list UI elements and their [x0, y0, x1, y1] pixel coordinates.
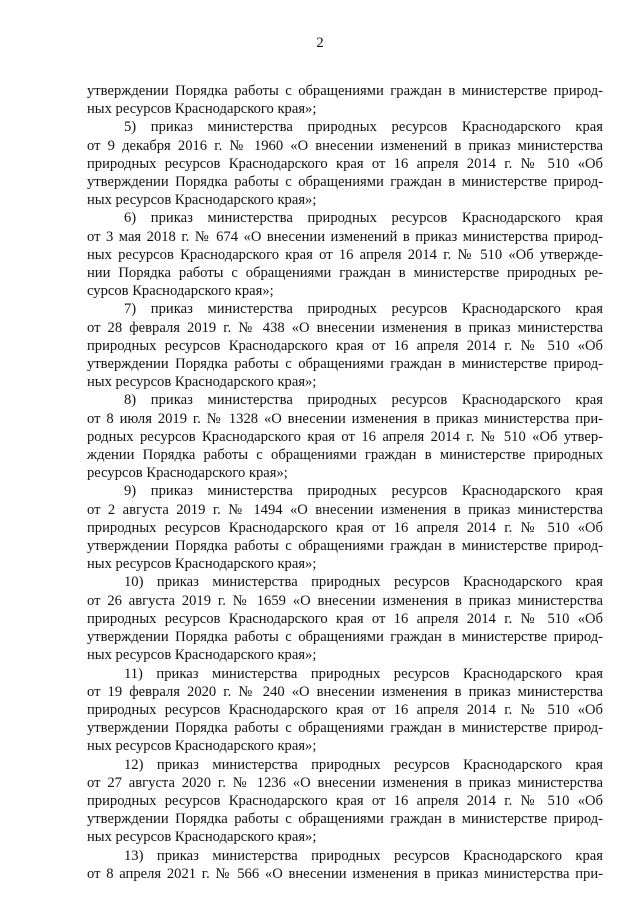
- text-line: природных ресурсов Краснодарского края от 16 апреля 2014 г. № 510 «Об: [87, 155, 603, 172]
- text-line: нии Порядка работы с обращениями граждан в министерстве природных ре-: [87, 265, 603, 282]
- text-line: 6) приказ министерства природных ресурсов Краснодарского края: [124, 210, 603, 227]
- text-line: от 27 августа 2020 г. № 1236 «О внесении изменения в приказ министерства: [87, 774, 603, 791]
- text-line: от 19 февраля 2020 г. № 240 «О внесении изменения в приказ министерства: [87, 683, 603, 700]
- text-line: ных ресурсов Краснодарского края от 16 апреля 2014 г. № 510 «Об утвержде-: [87, 246, 603, 263]
- text-line: 11) приказ министерства природных ресурсов Краснодарского края: [124, 665, 603, 682]
- text-line: от 8 июля 2019 г. № 1328 «О внесении изменения в приказ министерства при-: [87, 410, 603, 427]
- text-line: ных ресурсов Краснодарского края»;: [87, 647, 317, 664]
- text-line: сурсов Краснодарского края»;: [87, 283, 274, 300]
- text-line: утверждении Порядка работы с обращениями граждан в министерстве природ-: [87, 83, 603, 99]
- text-line: 10) приказ министерства природных ресурсов Краснодарского края: [124, 574, 603, 591]
- text-line: ных ресурсов Краснодарского края»;: [87, 101, 317, 118]
- text-line: 9) приказ министерства природных ресурсов Краснодарского края: [124, 483, 603, 500]
- text-line: 8) приказ министерства природных ресурсов Краснодарского края: [124, 392, 603, 409]
- text-line: от 9 декабря 2016 г. № 1960 «О внесении изменений в приказ министерства: [87, 137, 603, 154]
- text-line: от 8 апреля 2021 г. № 566 «О внесении изменения в приказ министерства при-: [87, 865, 603, 882]
- text-line: утверждении Порядка работы с обращениями граждан в министерстве природ-: [87, 174, 603, 191]
- document-body: [87, 82, 603, 883]
- text-line: утверждении Порядка работы с обращениями граждан в министерстве природ-: [87, 811, 603, 828]
- text-line: ных ресурсов Краснодарского края»;: [87, 556, 317, 573]
- page-number: 2: [316, 35, 324, 51]
- text-line: от 28 февраля 2019 г. № 438 «О внесении изменения в приказ министерства: [87, 319, 603, 336]
- text-line: от 2 августа 2019 г. № 1494 «О внесении изменения в приказ министерства: [87, 501, 603, 518]
- text-line: природных ресурсов Краснодарского края от 16 апреля 2014 г. № 510 «Об: [87, 792, 603, 809]
- text-line: от 3 мая 2018 г. № 674 «О внесении изменений в приказ министерства природ-: [87, 228, 603, 245]
- text-line: утверждении Порядка работы с обращениями граждан в министерстве природ-: [87, 538, 603, 555]
- text-line: утверждении Порядка работы с обращениями граждан в министерстве природ-: [87, 720, 603, 737]
- text-line: 5) приказ министерства природных ресурсов Краснодарского края: [124, 119, 603, 136]
- text-line: 13) приказ министерства природных ресурсов Краснодарского края: [124, 847, 603, 864]
- text-line: утверждении Порядка работы с обращениями граждан в министерстве природ-: [87, 629, 603, 646]
- text-line: природных ресурсов Краснодарского края от 16 апреля 2014 г. № 510 «Об: [87, 337, 603, 354]
- text-line: ных ресурсов Краснодарского края»;: [87, 738, 317, 755]
- text-line: 12) приказ министерства природных ресурсов Краснодарского края: [124, 756, 603, 773]
- text-line: от 26 августа 2019 г. № 1659 «О внесении изменения в приказ министерства: [87, 592, 603, 609]
- text-line: природных ресурсов Краснодарского края от 16 апреля 2014 г. № 510 «Об: [87, 519, 603, 536]
- text-line: ресурсов Краснодарского края»;: [87, 465, 288, 482]
- text-line: природных ресурсов Краснодарского края от 16 апреля 2014 г. № 510 «Об: [87, 701, 603, 718]
- text-line: 7) приказ министерства природных ресурсов Краснодарского края: [124, 301, 603, 318]
- text-line: родных ресурсов Краснодарского края от 16 апреля 2014 г. № 510 «Об утвер-: [87, 428, 603, 445]
- text-line: ных ресурсов Краснодарского края»;: [87, 829, 317, 846]
- text-line: ных ресурсов Краснодарского края»;: [87, 192, 317, 209]
- text-line: природных ресурсов Краснодарского края от 16 апреля 2014 г. № 510 «Об: [87, 610, 603, 627]
- text-line: утверждении Порядка работы с обращениями граждан в министерстве природ-: [87, 356, 603, 373]
- text-line: ждении Порядка работы с обращениями граждан в министерстве природных: [87, 447, 603, 464]
- text-line: ных ресурсов Краснодарского края»;: [87, 374, 317, 391]
